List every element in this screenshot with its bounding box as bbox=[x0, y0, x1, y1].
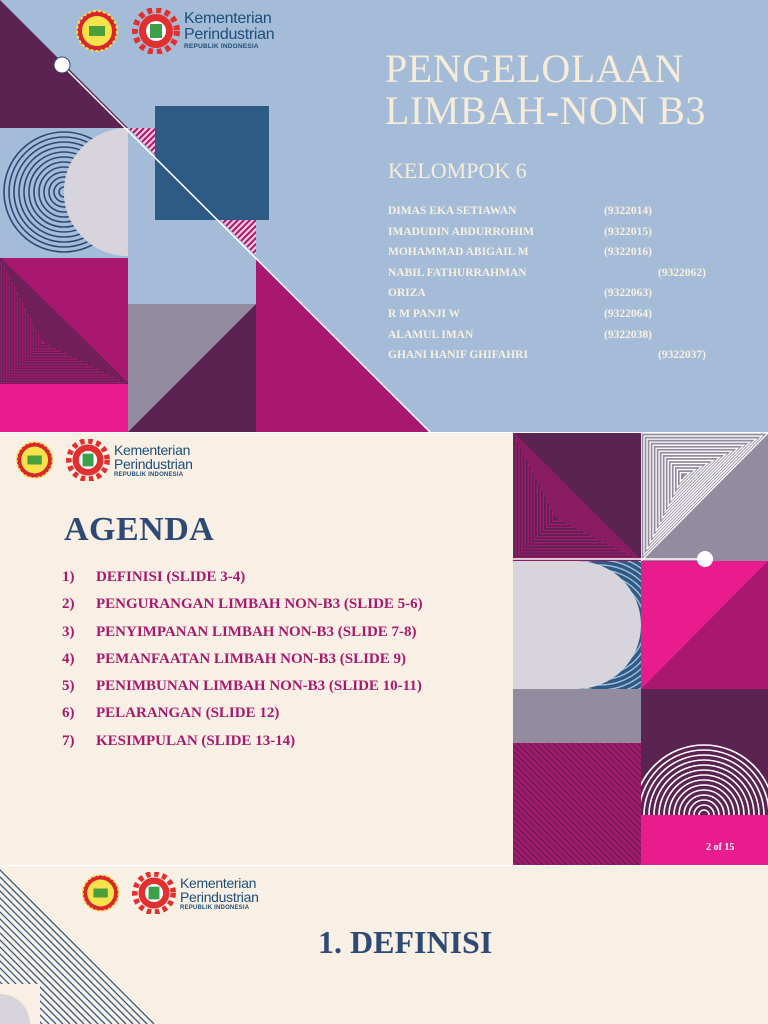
agenda-slide[interactable] bbox=[0, 433, 768, 865]
ministry-logo bbox=[74, 8, 274, 54]
group-subtitle: KELOMPOK 6 bbox=[388, 158, 527, 183]
member-row bbox=[388, 226, 758, 247]
member-row bbox=[388, 267, 758, 288]
member-row bbox=[388, 308, 758, 329]
member-name: ORIZA bbox=[388, 287, 426, 300]
logo-line3: REPUBLIK INDONESIA bbox=[184, 43, 259, 51]
agenda-text: DEFINISI (SLIDE 3-4) bbox=[96, 569, 246, 585]
agenda-number: 6) bbox=[62, 705, 75, 722]
agenda-title: AGENDA bbox=[64, 511, 215, 548]
member-name: GHANI HANIF GHIFAHRI bbox=[388, 349, 528, 362]
logo-line1: Kementerian bbox=[184, 10, 272, 28]
logo-line2: Perindustrian bbox=[180, 888, 259, 905]
ministry-logo bbox=[14, 439, 193, 481]
agenda-item bbox=[62, 678, 423, 705]
agenda-item bbox=[62, 733, 423, 760]
slide-title bbox=[385, 48, 706, 132]
member-list bbox=[388, 205, 758, 370]
logo-line3: REPUBLIK INDONESIA bbox=[180, 904, 250, 911]
member-name: NABIL FATHURRAHMAN bbox=[388, 266, 527, 279]
agenda-number: 1) bbox=[62, 569, 75, 585]
ministry-logo bbox=[80, 872, 259, 914]
member-id: (9322063) bbox=[604, 287, 652, 300]
agenda-item bbox=[62, 651, 423, 678]
agenda-number: 4) bbox=[62, 650, 75, 667]
member-id: (9322038) bbox=[604, 328, 652, 341]
member-name: MOHAMMAD ABIGAIL M bbox=[388, 246, 529, 259]
member-row bbox=[388, 329, 758, 350]
section-title: 1. DEFINISI bbox=[318, 924, 493, 960]
member-name: R M PANJI W bbox=[388, 307, 461, 320]
definition-slide[interactable] bbox=[0, 866, 768, 1024]
member-id: (9322062) bbox=[658, 266, 706, 279]
member-row bbox=[388, 205, 758, 226]
ministry-emblem-icon bbox=[74, 8, 132, 54]
title-line2: LIMBAH-NON B3 bbox=[385, 88, 706, 133]
gear-logo-icon bbox=[132, 872, 176, 914]
gear-logo-icon bbox=[132, 8, 180, 54]
logo-line2: Perindustrian bbox=[114, 455, 193, 472]
member-name: ALAMUL IMAN bbox=[388, 328, 474, 341]
member-name: DIMAS EKA SETIAWAN bbox=[388, 205, 517, 217]
member-id: (9322014) bbox=[604, 205, 652, 217]
agenda-text: PENYIMPANAN LIMBAH NON-B3 (SLIDE 7-8) bbox=[96, 623, 417, 640]
agenda-list bbox=[62, 569, 423, 760]
agenda-text: KESIMPULAN (SLIDE 13-14) bbox=[96, 732, 296, 749]
logo-line3: REPUBLIK INDONESIA bbox=[114, 471, 184, 478]
ministry-emblem-icon bbox=[14, 439, 66, 481]
agenda-number: 7) bbox=[62, 732, 75, 749]
agenda-item bbox=[62, 624, 423, 651]
member-id: (9322016) bbox=[604, 246, 652, 259]
logo-line1: Kementerian bbox=[180, 874, 257, 891]
title-slide[interactable] bbox=[0, 0, 768, 432]
agenda-text: PENIMBUNAN LIMBAH NON-B3 (SLIDE 10-11) bbox=[96, 678, 422, 695]
agenda-item bbox=[62, 569, 423, 596]
logo-line1: Kementerian bbox=[114, 441, 191, 458]
logo-line2: Perindustrian bbox=[184, 26, 275, 44]
member-id: (9322015) bbox=[604, 225, 652, 238]
member-id: (9322037) bbox=[658, 349, 706, 362]
member-row bbox=[388, 246, 758, 267]
agenda-number: 3) bbox=[62, 623, 75, 640]
agenda-text: PEMANFAATAN LIMBAH NON-B3 (SLIDE 9) bbox=[96, 650, 406, 667]
agenda-item bbox=[62, 705, 423, 732]
agenda-text: PELARANGAN (SLIDE 12) bbox=[96, 705, 280, 722]
agenda-text: PENGURANGAN LIMBAH NON-B3 (SLIDE 5-6) bbox=[96, 596, 423, 613]
ministry-emblem-icon bbox=[80, 872, 132, 914]
member-row bbox=[388, 349, 758, 370]
member-name: IMADUDIN ABDURROHIM bbox=[388, 225, 534, 238]
page-number: 2 of 15 bbox=[706, 842, 735, 853]
agenda-item bbox=[62, 596, 423, 623]
agenda-number: 2) bbox=[62, 596, 75, 613]
member-id: (9322064) bbox=[604, 307, 652, 320]
gear-logo-icon bbox=[66, 439, 110, 481]
title-line1: PENGELOLAAN bbox=[385, 46, 684, 91]
member-row bbox=[388, 287, 758, 308]
agenda-number: 5) bbox=[62, 678, 75, 695]
